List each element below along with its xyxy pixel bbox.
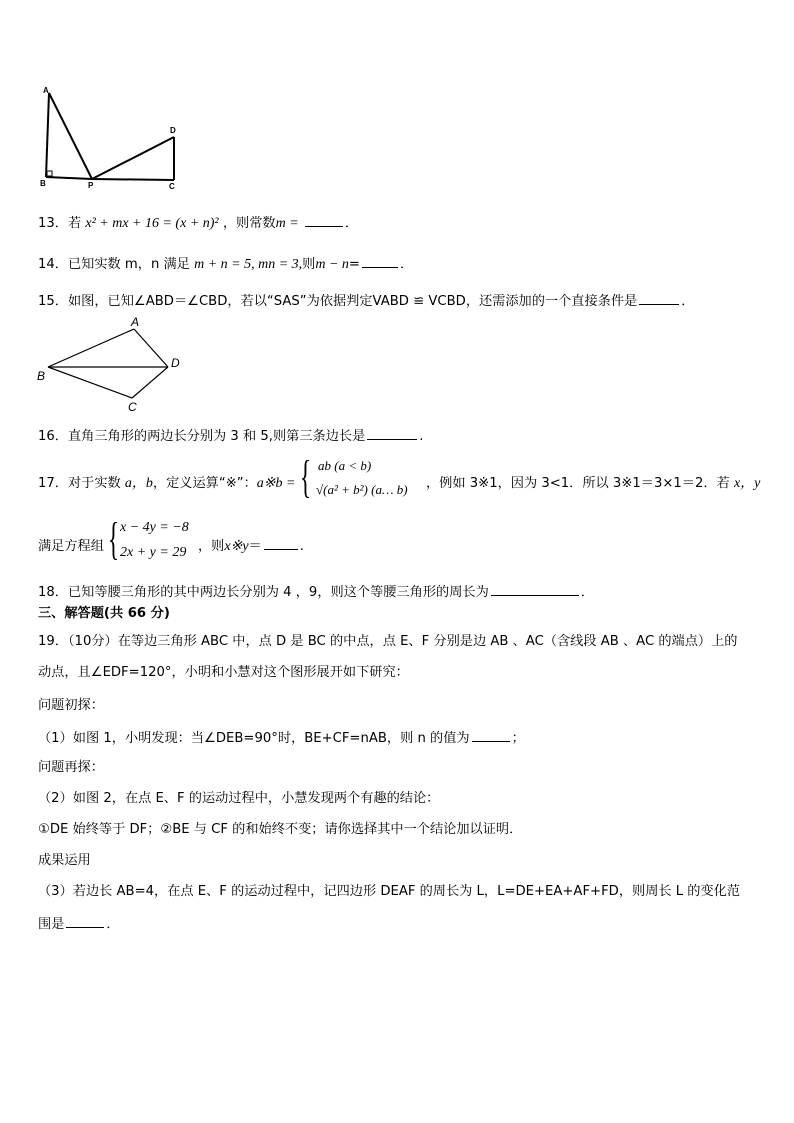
q17-case1: ab (a < b) — [318, 458, 372, 473]
segment-PD — [92, 137, 174, 179]
q16-end: . — [419, 429, 424, 444]
q17-system-brace: { — [108, 513, 120, 564]
label-D: D — [171, 356, 180, 370]
q17-xy: x，y — [733, 476, 761, 491]
q19-line1: 19．（10分）在等边三角形 ABC 中，点 D 是 BC 的中点，点 E、F 分别是边 AB 、AC（含线段 AB 、AC 的端点）上的 — [38, 634, 738, 649]
q19-heading-1: 问题初探： — [38, 698, 104, 713]
q19-part1-text: （1）如图 1，小明发现：当∠DEB=90°时，BE+CF=nAB，则 n 的值为 — [38, 731, 470, 746]
q17-eq2: 2x + y = 29 — [120, 545, 187, 560]
q13-text: ，则常数 — [222, 216, 276, 231]
right-angle-mark-B — [47, 171, 52, 176]
q17-lhs: a※b = — [256, 476, 296, 491]
label-B: B — [37, 369, 46, 383]
q19-part1-blank[interactable] — [472, 727, 510, 742]
q18-end: ． — [580, 585, 594, 600]
q14-eq: = — [348, 257, 360, 272]
q13-equation: x² + mx + 16 = (x + n)² — [85, 216, 219, 231]
q15-text1: 15．如图，已知∠ABD＝∠CBD，若以“SAS”为依据判定 — [38, 294, 373, 309]
section-3-title: 三、解答题(共 66 分) — [38, 606, 170, 621]
q19-line2: 动点，且∠EDF=120°，小明和小慧对这个图形展开如下研究： — [38, 665, 409, 680]
segment-CD — [132, 367, 168, 398]
segment-BC — [48, 367, 132, 398]
q16-answer-blank[interactable] — [367, 425, 417, 440]
q17-def: ，定义运算“※”： — [152, 476, 257, 491]
q17-prefix: 17．对于实数 — [38, 476, 121, 491]
q17-answer-blank[interactable] — [264, 535, 298, 550]
q14-mid: 则 — [302, 257, 316, 272]
q17-line2-pre: 满足方程组 — [38, 539, 104, 554]
segment-AP — [49, 93, 92, 179]
label-A: A — [131, 315, 140, 329]
q19-part3-blank[interactable] — [66, 913, 104, 928]
q17-post: ，例如 3※1，因为 3<1．所以 3※1＝3×1＝2．若 — [426, 476, 730, 491]
label-P: P — [88, 181, 94, 190]
q18-text: 18．已知等腰三角形的其中两边长分别为 4 ，9，则这个等腰三角形的周长为 — [38, 585, 489, 600]
segment-BA — [48, 329, 134, 367]
q19-part3-end: ． — [106, 917, 120, 932]
question-18 — [38, 581, 594, 603]
q14-end: ． — [399, 257, 414, 272]
segment-PC — [92, 179, 174, 180]
segment-AB — [46, 93, 49, 177]
q15-answer-blank[interactable] — [639, 290, 679, 305]
question-14 — [38, 253, 413, 275]
segment-BP — [46, 177, 92, 179]
q13-answer-blank[interactable] — [305, 212, 343, 227]
q19-part-3b — [38, 913, 120, 935]
q18-answer-blank[interactable] — [491, 581, 579, 596]
q15-congruence: VABD ≌ VCBD — [372, 294, 466, 309]
q19-heading-3: 成果运用 — [38, 853, 91, 868]
label-D: D — [170, 126, 176, 135]
question-13 — [38, 212, 358, 234]
figure-2 — [34, 314, 194, 414]
q17-line2-eq: ＝ — [248, 539, 262, 554]
label-A: A — [43, 86, 49, 95]
q19-part-2b: ①DE 始终等于 DF；②BE 与 CF 的和始终不变；请你选择其中一个结论加以证明． — [38, 822, 523, 837]
q17-vars: a，b — [124, 476, 153, 491]
question-16 — [38, 425, 423, 447]
q13-var: m = — [275, 216, 299, 231]
segment-AD — [134, 329, 168, 367]
q13-prefix: 13．若 — [38, 216, 82, 231]
q17-eq1: x − 4y = −8 — [120, 520, 189, 535]
q17-xsy: x※y — [224, 539, 249, 554]
figure-1 — [36, 84, 186, 194]
label-C: C — [169, 182, 175, 191]
q19-part1-end: ； — [511, 731, 525, 746]
q16-text: 16．直角三角形的两边长分别为 3 和 5,则第三条边长是 — [38, 429, 366, 444]
q17-line2-post: ，则 — [198, 539, 225, 554]
q14-prefix: 14．已知实数 m，n 满足 — [38, 257, 190, 272]
q19-heading-2: 问题再探： — [38, 760, 104, 775]
q14-equation: m + n = 5, mn = 3, — [194, 257, 303, 272]
q13-end: ． — [344, 216, 359, 231]
q19-part-2: （2）如图 2，在点 E、F 的运动过程中，小慧发现两个有趣的结论： — [38, 791, 440, 806]
q17-end: . — [299, 539, 304, 554]
label-C: C — [128, 400, 137, 414]
q15-end: ． — [681, 294, 695, 309]
question-15 — [38, 290, 694, 312]
label-B: B — [40, 179, 46, 188]
q19-part-3: （3）若边长 AB=4，在点 E、F 的运动过程中，记四边形 DEAF 的周长为 L，L=DE+EA+AF+FD，则周长 L 的变化范 — [38, 884, 741, 899]
q19-part3b-text: 围是 — [38, 917, 65, 932]
q19-part-1 — [38, 727, 525, 749]
q14-expression: m − n — [315, 257, 349, 272]
q17-brace: { — [300, 451, 312, 502]
question-17-line2 — [38, 513, 758, 566]
q14-answer-blank[interactable] — [362, 253, 398, 268]
q15-text2: ，还需添加的一个直接条件是 — [465, 294, 638, 309]
q17-case2: √(a² + b²) (a… b) — [316, 482, 408, 497]
question-17 — [38, 451, 761, 504]
